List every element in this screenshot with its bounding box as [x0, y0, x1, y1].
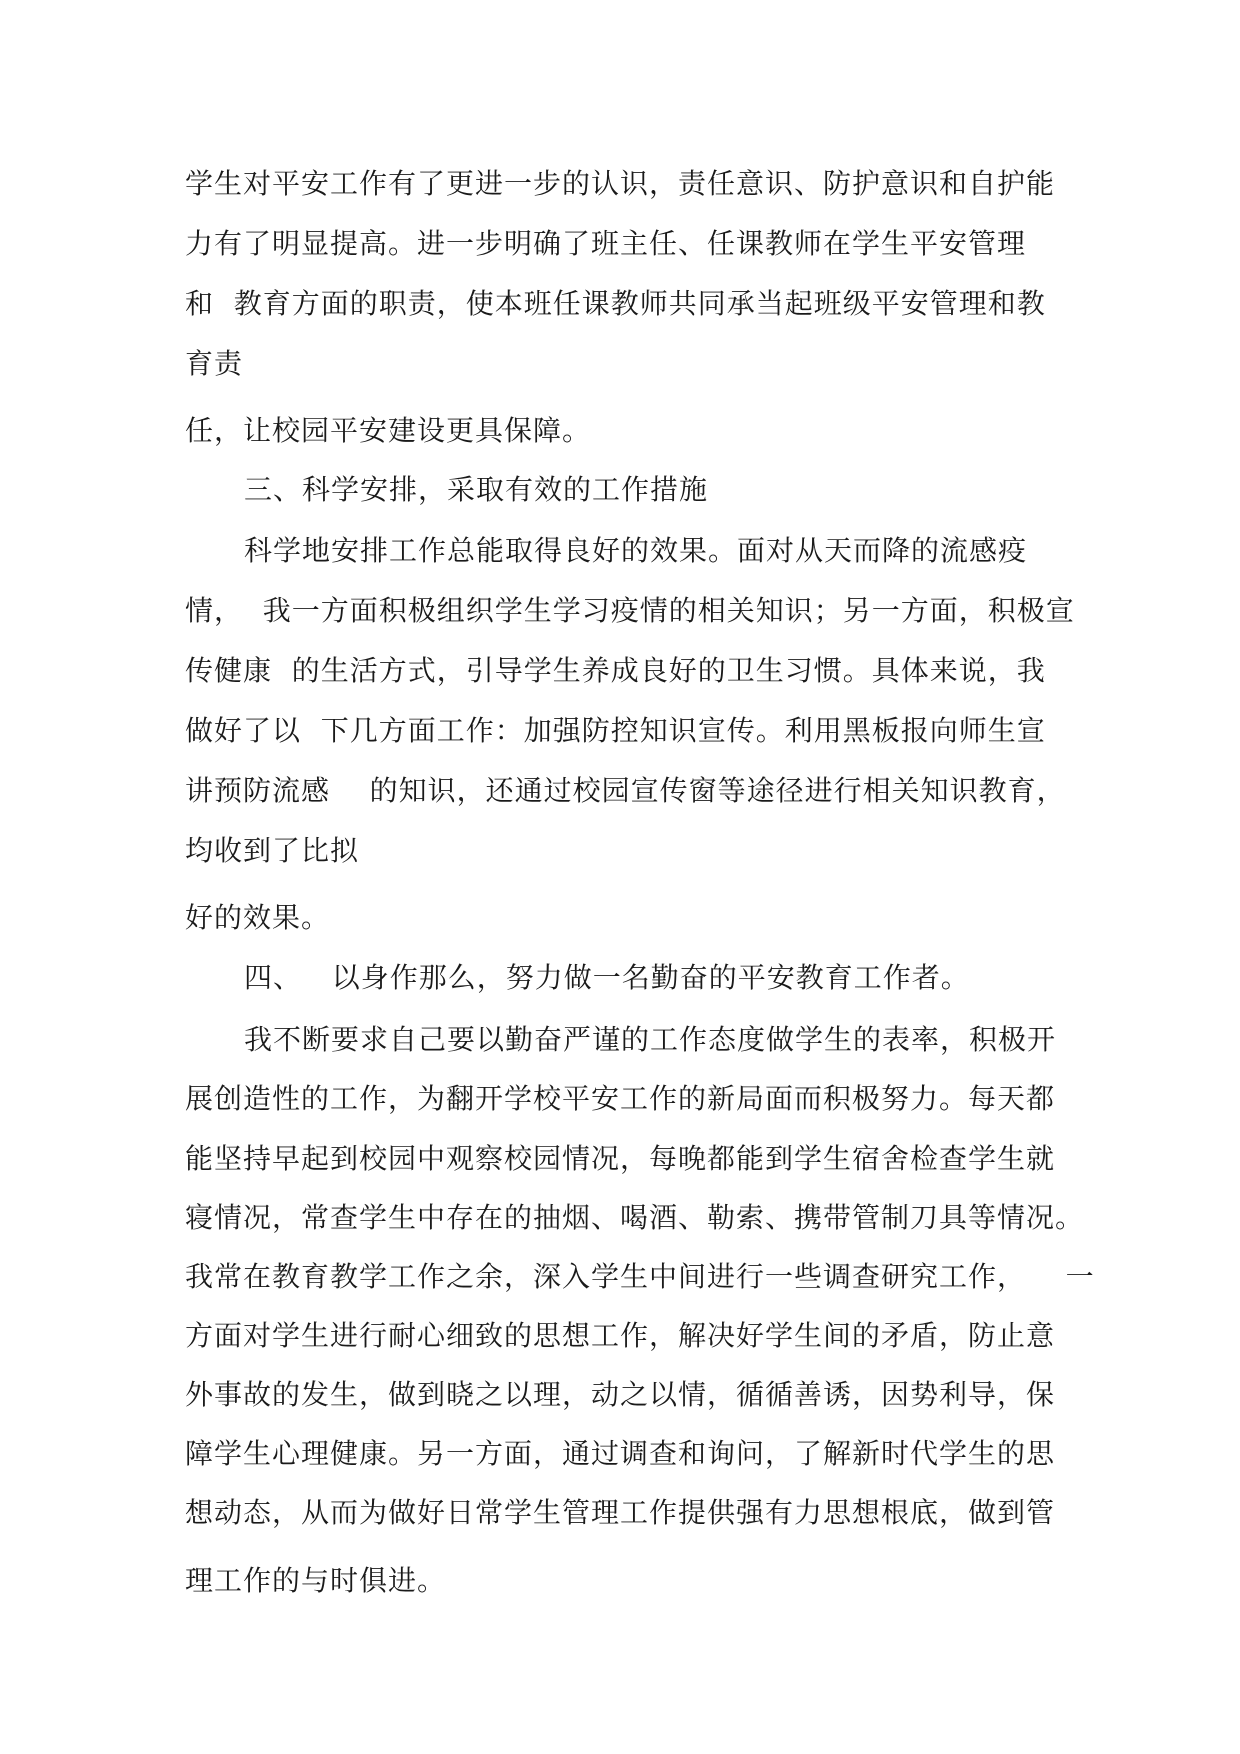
text-line: 力有了明显提高。进一步明确了班主任、任课教师在学生平安管理 [185, 227, 1027, 260]
text-line: 我常在教育教学工作之余，深入学生中间进行一些调查研究工作， 一 [185, 1260, 1095, 1293]
text-line: 方面对学生进行耐心细致的思想工作，解决好学生间的矛盾，防止意 [185, 1319, 1056, 1352]
text-line: 想动态，从而为做好日常学生管理工作提供强有力思想根底，做到管 [185, 1496, 1056, 1529]
text-line: 理工作的与时俱进。 [185, 1564, 447, 1597]
text-line: 寝情况，常查学生中存在的抽烟、喝酒、勒索、携带管制刀具等情况。 [185, 1201, 1085, 1234]
text-line: 和 教育方面的职责，使本班任课教师共同承当起班级平安管理和教 [185, 287, 1046, 320]
section-heading: 三、科学安排，采取有效的工作措施 [244, 473, 709, 506]
text-line: 均收到了比拟 [185, 834, 360, 867]
text-line: 展创造性的工作，为翻开学校平安工作的新局面而积极努力。每天都 [185, 1082, 1056, 1115]
text-line: 学生对平安工作有了更进一步的认识，责任意识、防护意识和自护能 [185, 167, 1056, 200]
text-line: 外事故的发生，做到晓之以理，动之以情，循循善诱，因势利导，保 [185, 1378, 1056, 1411]
section-heading: 四、 以身作那么，努力做一名勤奋的平安教育工作者。 [244, 961, 970, 994]
text-line: 能坚持早起到校园中观察校园情况，每晚都能到学生宿舍检查学生就 [185, 1142, 1056, 1175]
text-line: 做好了以 下几方面工作：加强防控知识宣传。利用黑板报向师生宣 [185, 714, 1046, 747]
text-line: 传健康 的生活方式，引导学生养成良好的卫生习惯。具体来说，我 [185, 654, 1046, 687]
text-line: 讲预防流感 的知识，还通过校园宣传窗等途径进行相关知识教育， [185, 774, 1066, 807]
text-line: 任，让校园平安建设更具保障。 [185, 414, 592, 447]
text-line: 情， 我一方面积极组织学生学习疫情的相关知识；另一方面，积极宣 [185, 594, 1075, 627]
text-line: 我不断要求自己要以勤奋严谨的工作态度做学生的表率，积极开 [244, 1023, 1057, 1056]
text-line: 障学生心理健康。另一方面，通过调查和询问，了解新时代学生的思 [185, 1437, 1056, 1470]
text-line: 科学地安排工作总能取得良好的效果。面对从天而降的流感疫 [244, 534, 1028, 567]
text-line: 好的效果。 [185, 901, 331, 934]
text-line: 育责 [185, 347, 244, 380]
